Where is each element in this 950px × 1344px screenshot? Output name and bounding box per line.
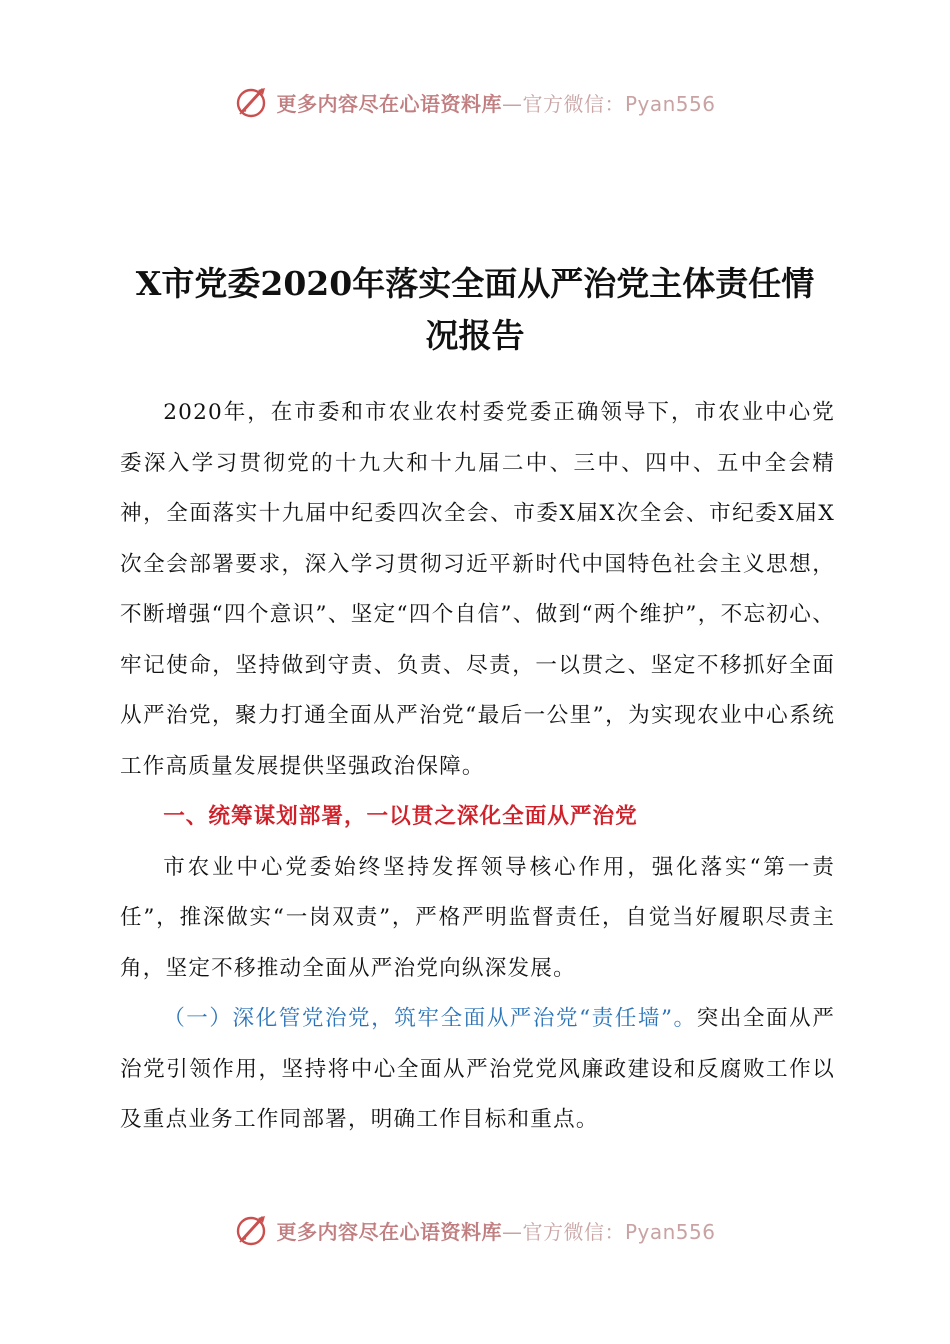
paragraph-subsection-1 (120, 994, 835, 1146)
document-body (120, 388, 835, 1146)
paragraph-intro: 2020年，在市委和市农业农村委党委正确领导下，市农业中心党委深入学习贯彻党的十九大和十九届二中、三中、四中、五中全会精神，全面落实十九届中纪委四次全会、市委X届X次全会、市纪委X届X次全会部署要求，深入学习贯彻习近平新时代中国特色社会主义思想，不断增强“四个意识”、坚定“四个自信”、做到“两个维护”，不忘初心、牢记使命，坚持做到守责、负责、尽责，一以贯之、坚定不移抓好全面从严治党，聚力打通全面从严治党“最后一公里”，为实现农业中心系统工作高质量发展提供坚强政治保障。 (120, 400, 835, 779)
watermark-text: 更多内容尽在心语资料库—官方微信：Pyan556 (276, 1219, 716, 1244)
section-heading-1: 一、统筹谋划部署，一以贯之深化全面从严治党 (163, 804, 638, 829)
pen-logo-icon (234, 84, 270, 120)
subsection-heading-1: （一）深化管党治党，筑牢全面从严治党“责任墙”。 (163, 1006, 697, 1031)
header-watermark-banner (0, 82, 950, 122)
paragraph-section-1: 市农业中心党委始终坚持发挥领导核心作用，强化落实“第一责任”，推深做实“一岗双责”，严格严明监督责任，自觉当好履职尽责主角，坚定不移推动全面从严治党向纵深发展。 (120, 854, 835, 981)
subsection-text-1: 突出全面从严治党引领作用，坚持将中心全面从严治党党风廉政建设和反腐败工作以及重点业务工作同部署，明确工作目标和重点。 (120, 1006, 835, 1132)
watermark-text: 更多内容尽在心语资料库—官方微信：Pyan556 (276, 91, 716, 116)
pen-logo-icon (234, 1212, 270, 1248)
document-title (100, 258, 850, 362)
title-line-2: 况报告 (425, 316, 525, 355)
title-line-1: X市党委2020年落实全面从严治党主体责任情 (135, 264, 815, 303)
footer-watermark-banner (0, 1210, 950, 1250)
